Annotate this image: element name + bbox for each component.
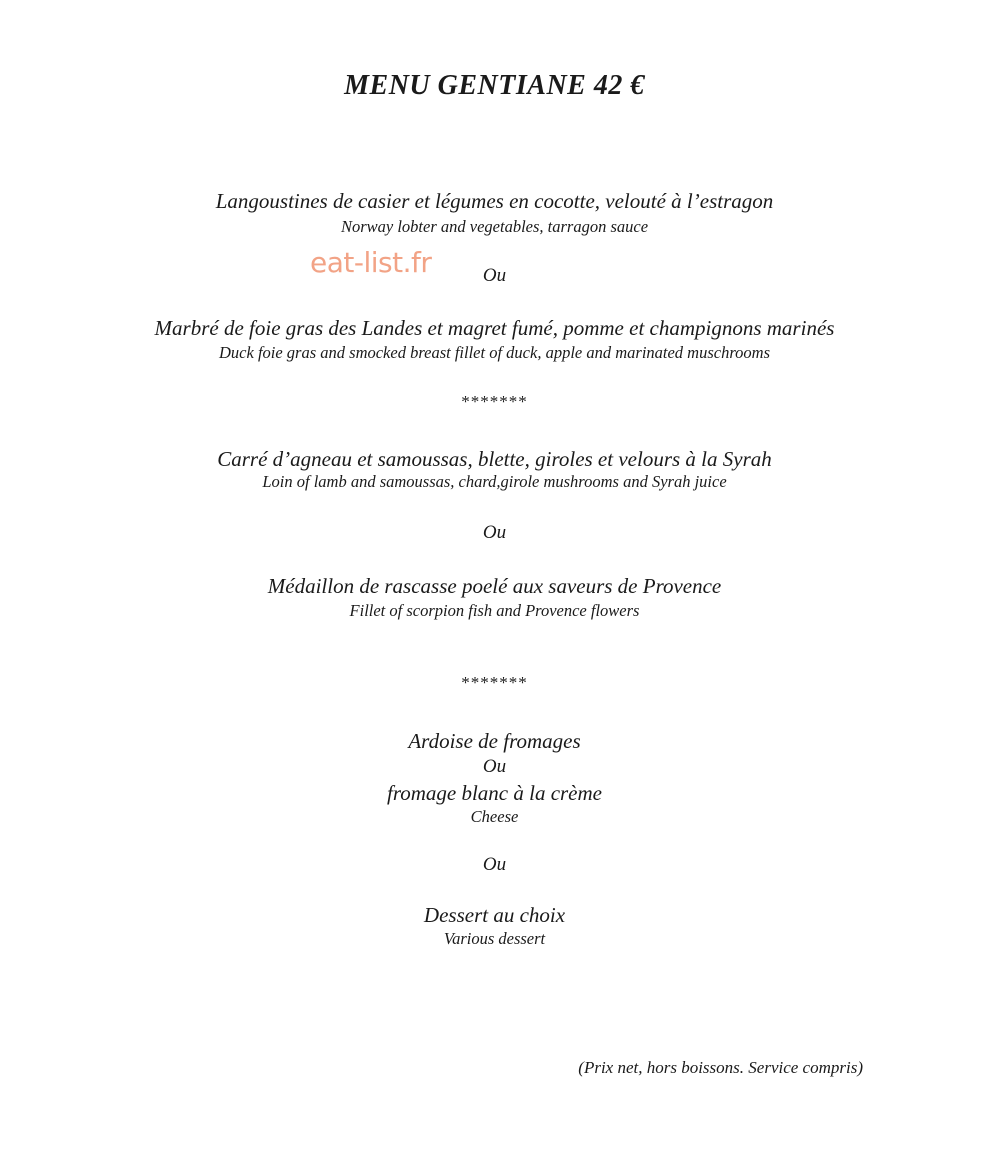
starter-1-english: Norway lobter and vegetables, tarragon sauce: [340, 217, 649, 236]
cheese-french-1: Ardoise de fromages: [408, 729, 581, 753]
course-separator: *******: [461, 392, 528, 411]
starter-1-french: Langoustines de casier et légumes en cocotte, velouté à l’estragon: [215, 189, 774, 213]
or-separator: Ou: [482, 756, 507, 777]
dessert-french: Dessert au choix: [423, 903, 566, 927]
cheese-english: Cheese: [470, 807, 519, 826]
course-separator: *******: [461, 673, 528, 692]
price-note: (Prix net, hors boissons. Service compris): [578, 1058, 863, 1077]
menu-title: MENU GENTIANE 42 €: [344, 70, 645, 101]
or-separator: Ou: [482, 854, 507, 875]
main-2-french: Médaillon de rascasse poelé aux saveurs de Provence: [267, 574, 722, 598]
main-1-french: Carré d’agneau et samoussas, blette, giroles et velours à la Syrah: [217, 447, 772, 471]
dessert-english: Various dessert: [443, 929, 546, 948]
starter-2-french: Marbré de foie gras des Landes et magret fumé, pomme et champignons marinés: [154, 316, 835, 340]
cheese-french-2: fromage blanc à la crème: [386, 781, 602, 805]
or-separator: Ou: [482, 265, 507, 286]
main-1-english: Loin of lamb and samoussas, chard,girole mushrooms and Syrah juice: [262, 472, 727, 491]
or-separator: Ou: [482, 522, 507, 543]
watermark-logo: eat-list.fr: [310, 246, 432, 279]
main-2-english: Fillet of scorpion fish and Provence flowers: [349, 601, 640, 620]
starter-2-english: Duck foie gras and smocked breast fillet of duck, apple and marinated muschrooms: [219, 343, 770, 362]
